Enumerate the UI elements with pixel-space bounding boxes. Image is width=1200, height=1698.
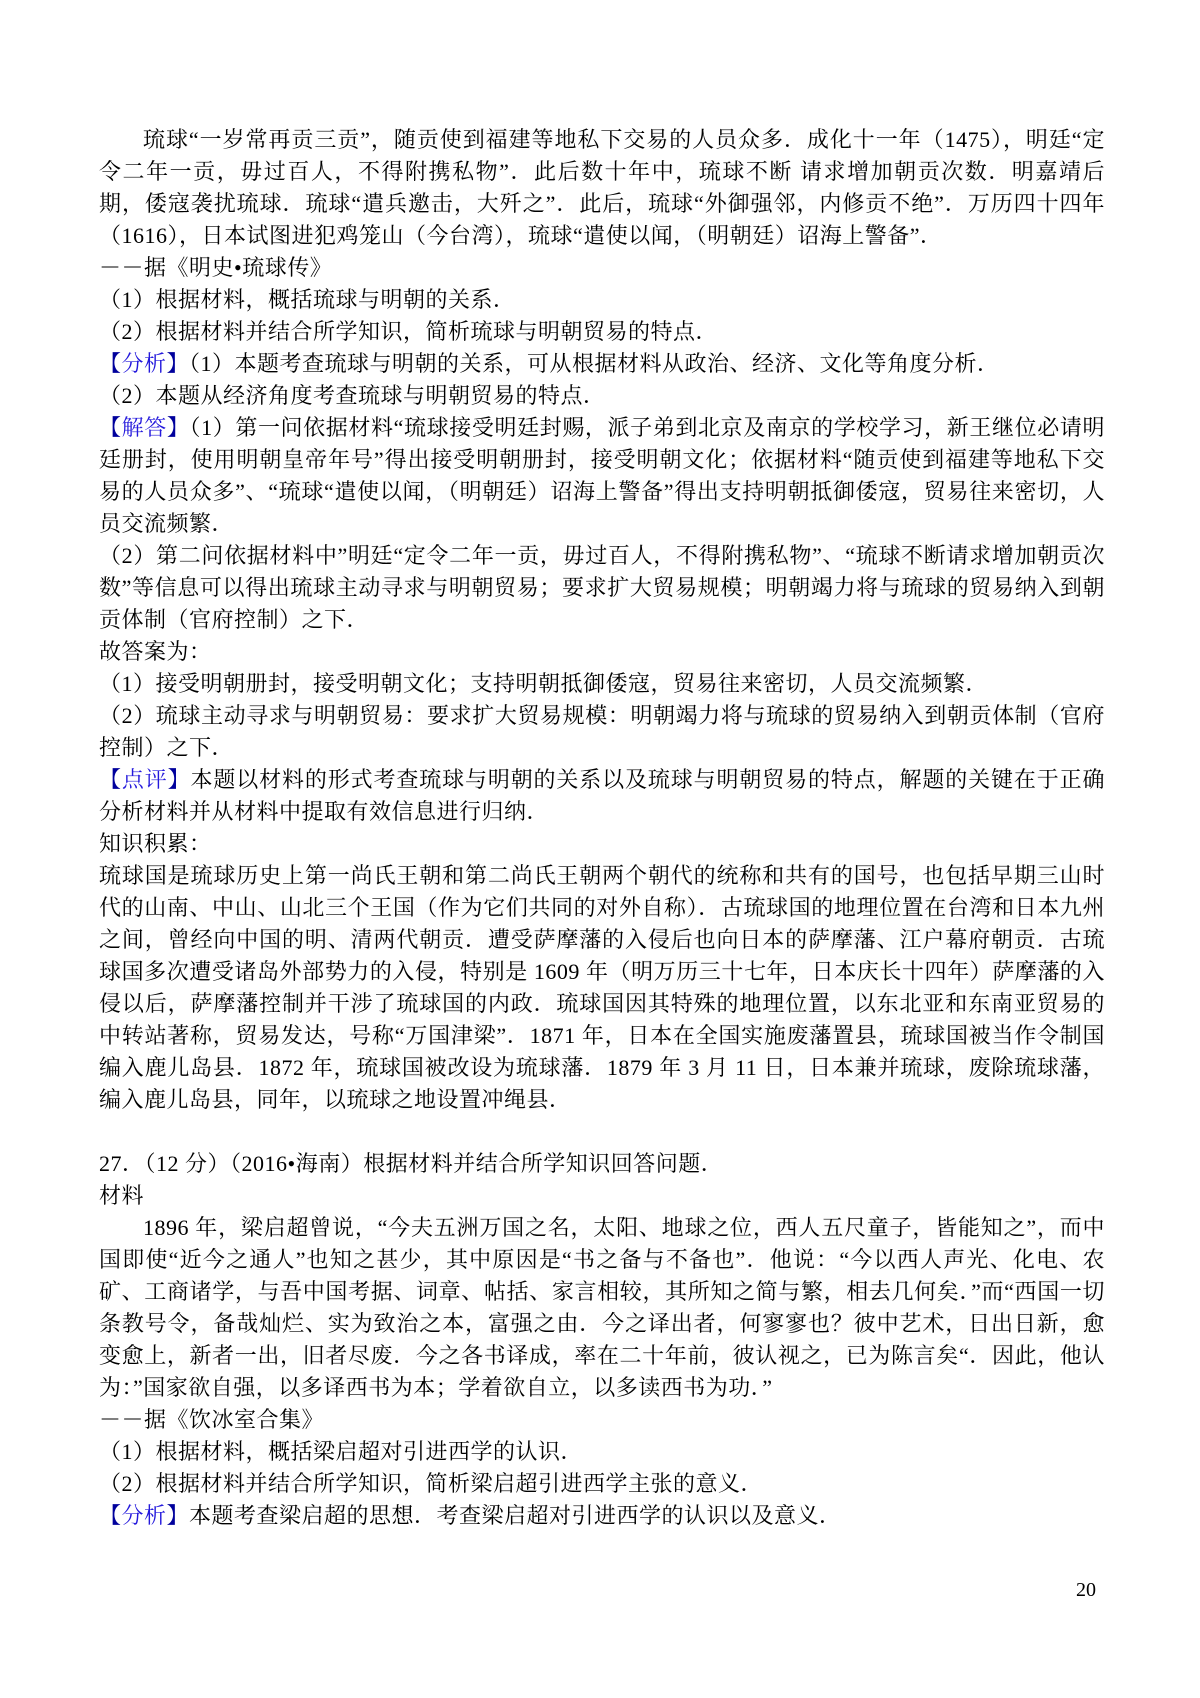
- document-body: [99, 124, 1105, 1532]
- paragraph: （2）琉球主动寻求与明朝贸易：要求扩大贸易规模：明朝竭力将与琉球的贸易纳入到朝贡体制（官府控制）之下．: [99, 703, 1105, 760]
- answer-tag-label: 点评: [121, 767, 168, 792]
- tag-open-bracket: 【: [99, 1503, 122, 1528]
- paragraph: （2）根据材料并结合所学知识，简析梁启超引进西学主张的意义．: [99, 1471, 764, 1496]
- tagged-paragraph: 【分析】本题考查梁启超的思想．考查梁启超对引进西学的认识以及意义．: [99, 1503, 842, 1528]
- paragraph: －－据《饮冰室合集》: [99, 1407, 325, 1432]
- tag-close-bracket: 】: [167, 767, 191, 792]
- answer-tag-label: 分析: [121, 1503, 167, 1528]
- tag-open-bracket: 【: [99, 415, 122, 440]
- tag-close-bracket: 】: [166, 415, 190, 440]
- tag-close-bracket: 】: [166, 1503, 190, 1528]
- tagged-paragraph: 【分析】（1）本题考查琉球与明朝的关系，可从根据材料从政治、经济、文化等角度分析．: [99, 351, 1000, 376]
- answer-tag-label: 分析: [121, 351, 167, 376]
- tag-open-bracket: 【: [99, 767, 122, 792]
- page-number: 20: [1076, 1579, 1096, 1601]
- tag-close-bracket: 】: [166, 351, 190, 376]
- tagged-paragraph: 【解答】（1）第一问依据材料“琉球接受明廷封赐，派子弟到北京及南京的学校学习，新王继位必请明廷册封，使用明朝皇帝年号”得出接受明朝册封，接受明朝文化；依据材料“随贡使到福建等地私下交易的人员众多”、“琉球“遣使以闻，（明朝廷）诏海上警备”得出支持明朝抵御倭寇，贸易往来密切，人员交流频繁．: [99, 415, 1105, 536]
- paragraph: 琉球“一岁常再贡三贡”，随贡使到福建等地私下交易的人员众多．成化十一年（1475），明廷“定令二年一贡，毋过百人，不得附携私物”．此后数十年中，琉球不断 请求增加朝贡次数．明嘉靖后期，倭寇袭扰琉球．琉球“遣兵邀击，大歼之”．此后，琉球“外御强邻，内修贡不绝”．万历四十四年（1616），日本试图进犯鸡笼山（今台湾），琉球“遣使以闻，（明朝廷）诏海上警备”．: [99, 127, 1105, 248]
- paragraph: （1）根据材料，概括梁启超对引进西学的认识．: [99, 1439, 584, 1464]
- paragraph: 故答案为：: [99, 639, 212, 664]
- tagged-paragraph: 【点评】本题以材料的形式考查琉球与明朝的关系以及琉球与明朝贸易的特点，解题的关键在于正确分析材料并从材料中提取有效信息进行归纳．: [99, 767, 1105, 824]
- paragraph: －－据《明史•琉球传》: [99, 255, 333, 280]
- paragraph: （1）根据材料，概括琉球与明朝的关系．: [99, 287, 516, 312]
- paragraph: 知识积累：: [99, 831, 212, 856]
- paragraph: （2）第二问依据材料中”明廷“定令二年一贡，毋过百人，不得附携私物”、“琉球不断请求增加朝贡次数”等信息可以得出琉球主动寻求与明朝贸易；要求扩大贸易规模；明朝竭力将与琉球的贸易纳入到朝贡体制（官府控制）之下．: [99, 543, 1105, 632]
- paragraph: 27．（12 分）（2016•海南）根据材料并结合所学知识回答问题．: [99, 1151, 724, 1176]
- paragraph: （2）本题从经济角度考查琉球与明朝贸易的特点．: [99, 383, 606, 408]
- paragraph: 材料: [99, 1183, 145, 1208]
- tag-open-bracket: 【: [99, 351, 122, 376]
- paragraph: （2）根据材料并结合所学知识，简析琉球与明朝贸易的特点．: [99, 319, 719, 344]
- paragraph: 1896 年，梁启超曾说，“今夫五洲万国之名，太阳、地球之位，西人五尺童子，皆能知之”，而中国即使“近今之通人”也知之甚少，其中原因是“书之备与不备也”．他说：“今以西人声光、化电、农矿、工商诸学，与吾中国考据、词章、帖括、家言相较，其所知之简与繁，相去几何矣．”而“西国一切条教号令，备哉灿烂、实为致治之本，富强之由．今之译出者，何寥寥也？彼中艺术，日出日新，愈变愈上，新者一出，旧者尽废．今之各书译成，率在二十年前，彼认视之，已为陈言矣“．因此，他认为：”国家欲自强，以多译西书为本；学着欲自立，以多读西书为功．”: [99, 1215, 1105, 1400]
- paragraph: （1）接受明朝册封，接受明朝文化；支持明朝抵御倭寇，贸易往来密切，人员交流频繁．: [99, 671, 989, 696]
- paragraph: 琉球国是琉球历史上第一尚氏王朝和第二尚氏王朝两个朝代的统称和共有的国号，也包括早期三山时代的山南、中山、山北三个王国（作为它们共同的对外自称）．古琉球国的地理位置在台湾和日本九州之间，曾经向中国的明、清两代朝贡．遭受萨摩藩的入侵后也向日本的萨摩藩、江户幕府朝贡．古琉球国多次遭受诸岛外部势力的入侵，特别是 1609 年（明万历三十七年，日本庆长十四年）萨摩藩的入侵以后，萨摩藩控制并干涉了琉球国的内政．琉球国因其特殊的地理位置，以东北亚和东南亚贸易的中转站著称，贸易发达，号称“万国津梁”．1871 年，日本在全国实施废藩置县，琉球国被当作令制国编入鹿儿岛县．1872 年，琉球国被改设为琉球藩．1879 年 3 月 11 日，日本兼并琉球，废除琉球藩，编入鹿儿岛县，同年，以琉球之地设置冲绳县．: [99, 863, 1105, 1112]
- answer-tag-label: 解答: [121, 415, 167, 440]
